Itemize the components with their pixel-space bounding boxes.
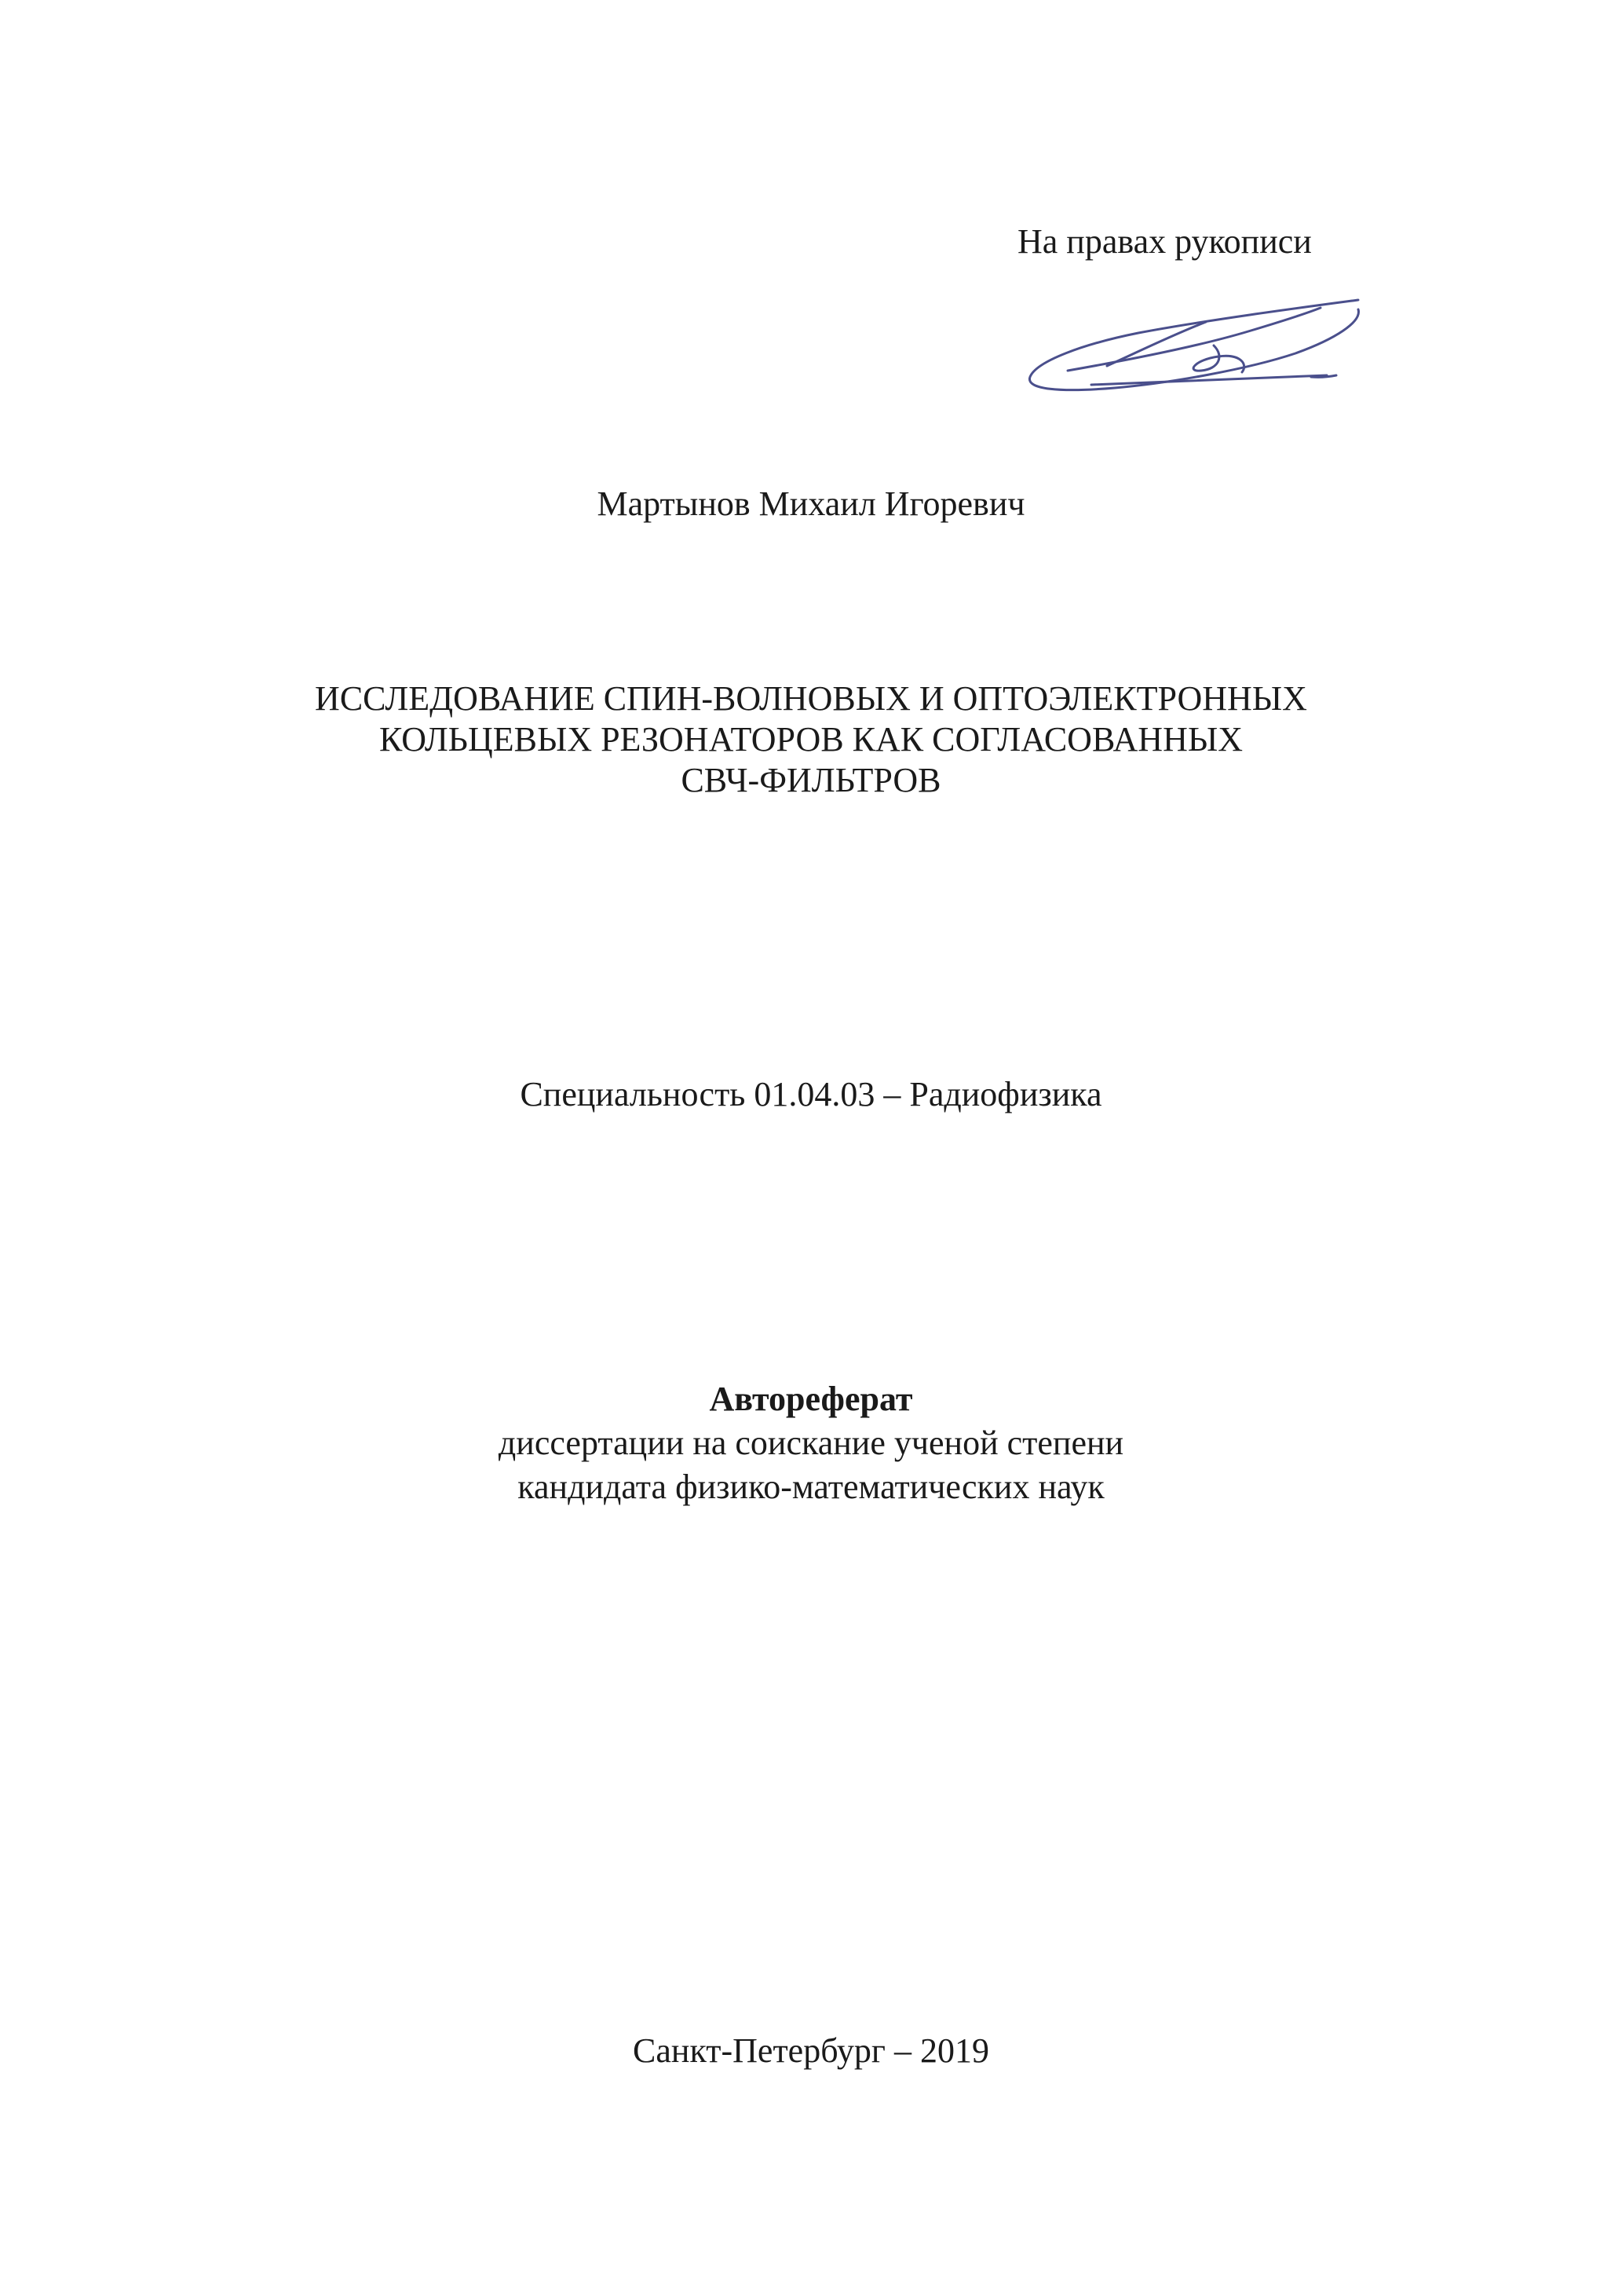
title-line: КОЛЬЦЕВЫХ РЕЗОНАТОРОВ КАК СОГЛАСОВАННЫХ (379, 720, 1243, 759)
author-name: Мартынов Михаил Игоревич (597, 484, 1025, 523)
abstract-heading: Автореферат (709, 1380, 913, 1418)
city-year: Санкт-Петербург – 2019 (633, 2031, 989, 2070)
handwritten-signature-icon (1013, 284, 1382, 402)
dissertation-title (0, 678, 1622, 801)
abstract-block (0, 1377, 1622, 1509)
rights-notice: На правах рукописи (1017, 222, 1312, 261)
specialty: Специальность 01.04.03 – Радиофизика (520, 1075, 1102, 1113)
abstract-line: диссертации на соискание ученой степени (498, 1424, 1124, 1462)
title-line: ИССЛЕДОВАНИЕ СПИН-ВОЛНОВЫХ И ОПТОЭЛЕКТРОННЫХ (315, 679, 1307, 718)
abstract-line: кандидата физико-математических наук (517, 1468, 1105, 1506)
title-line: СВЧ-ФИЛЬТРОВ (681, 761, 941, 799)
